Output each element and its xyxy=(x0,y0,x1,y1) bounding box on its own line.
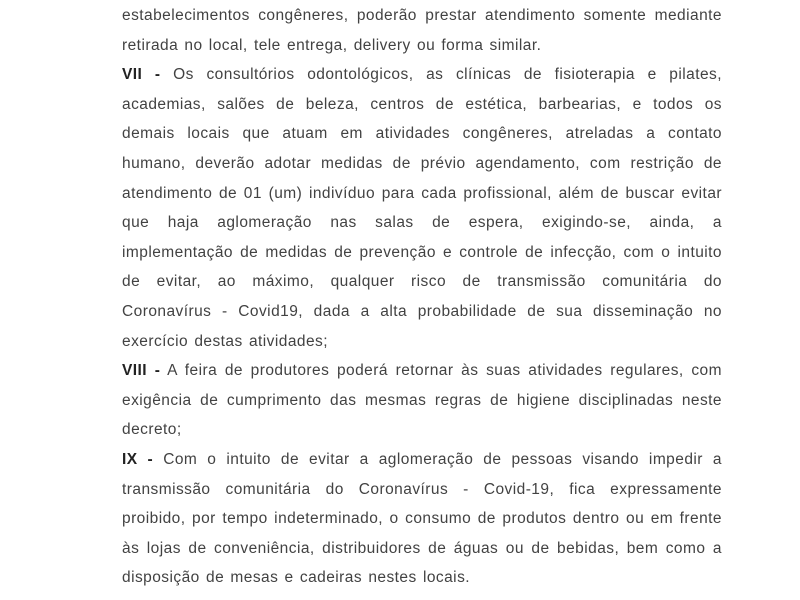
document-text-column xyxy=(122,1,722,593)
clause-label-ix: IX - xyxy=(122,450,154,468)
paragraph-text: estabelecimentos congêneres, poderão prestar atendimento somente mediante retirada no local, tele entrega, delivery ou forma similar. xyxy=(122,7,722,54)
paragraph-clause-ix xyxy=(122,445,722,593)
clause-label-vii: VII - xyxy=(122,66,161,84)
paragraph-text: A feira de produtores poderá retornar às suas atividades regulares, com exigência de cumprimento das mesmas regras de higiene disciplinadas neste decreto; xyxy=(122,362,722,439)
paragraph-clause-vii xyxy=(122,60,722,356)
clause-label-viii: VIII - xyxy=(122,362,161,380)
paragraph-continuation xyxy=(122,1,722,60)
paragraph-text: Os consultórios odontológicos, as clínicas de fisioterapia e pilates, academias, salões de beleza, centros de estética, barbearias, e todos os demais locais que atuam em atividades congêneres, atreladas a contato humano, deverão adotar medidas de prévio agendamento, com restrição de atendimento de 01 (um) indivíduo para cada profissional, além de buscar evitar que haja aglomeração nas salas de espera, exigindo-se, ainda, a implementação de medidas de prevenção e controle de infecção, com o intuito de evitar, ao máximo, qualquer risco de transmissão comunitária do Coronavírus - Covid19, dada a alta probabilidade de sua disseminação no exercício destas atividades; xyxy=(122,66,722,350)
paragraph-clause-viii xyxy=(122,356,722,445)
paragraph-text: Com o intuito de evitar a aglomeração de pessoas visando impedir a transmissão comunitária do Coronavírus - Covid-19, fica expressamente proibido, por tempo indeterminado, o consumo de produtos dentro ou em frente às lojas de conveniência, distribuidores de águas ou de bebidas, bem como a disposição de mesas e cadeiras nestes locais. xyxy=(122,450,722,587)
